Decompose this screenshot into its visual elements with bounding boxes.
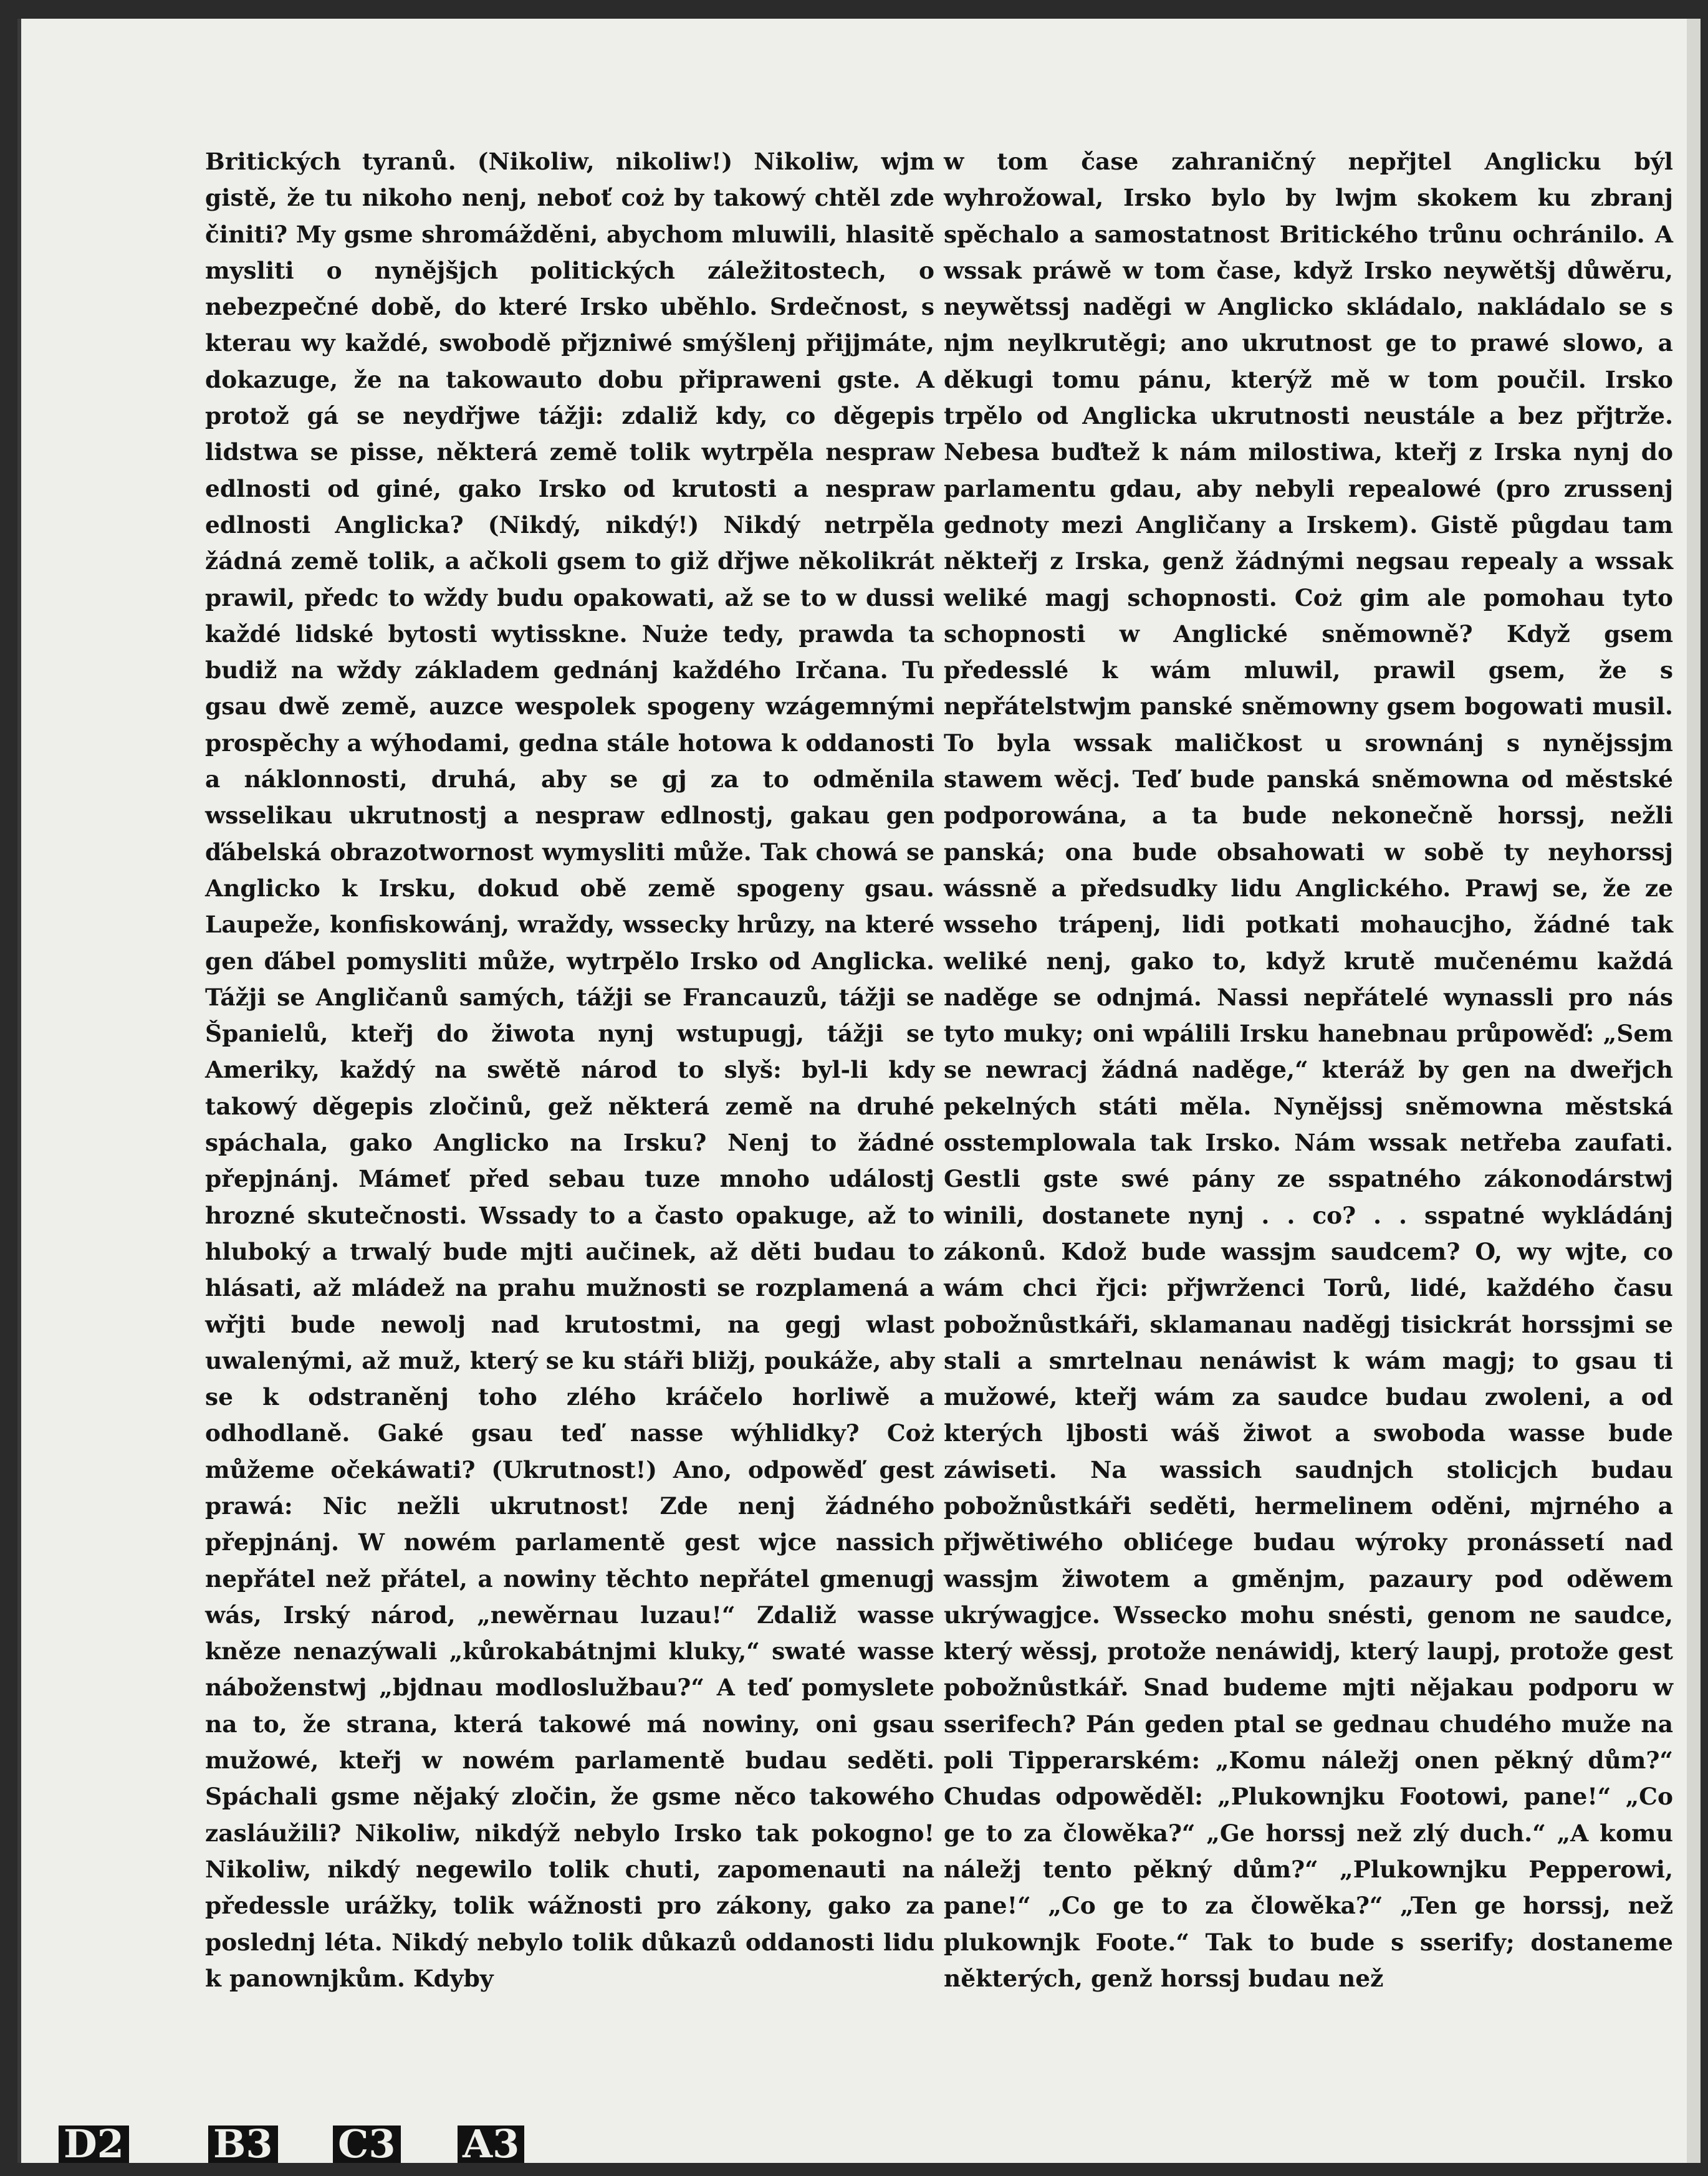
signature-mark: A3 — [458, 2126, 524, 2163]
page-edge — [1687, 19, 1701, 2163]
text-column-right — [944, 143, 1673, 1996]
left-column-text: Britických tyranů. (Nikoliw, nikoliw!) Nikoliw, wjm gistě, že tu nikoho nenj, neboť coż by takowý chtěl zde činiti? My gsme shromážděni, abychom mluwili, hlasitě mysliti o nynějšjch politických záležitostech, o nebezpečné době, do které Irsko uběhlo. Srdečnost, s kterau wy každé, swobodě přjzniwé smýšlenj přijjmáte, dokazuge, že na takowauto dobu připraweni gste. A protož gá se neydřjwe tážji: zdaliž kdy, co děgepis lidstwa se pisse, některá země tolik wytrpěla nespraw edlnosti od giné, gako Irsko od krutosti a nespraw edlnosti Anglicka? (Nikdý, nikdý!) Nikdý netrpěla žádná země tolik, a ačkoli gsem to giž dřjwe několikrát prawil, předc to wždy budu opakowati, až se to w dussi každé lidské bytosti wytisskne. Nuże tedy, prawda ta budiž na wždy základem gednánj každého Irčana. Tu gsau dwě země, auzce wespolek spogeny wzágemnými prospěchy a wýhodami, gedna stále hotowa k oddanosti a náklonnosti, druhá, aby se gj za to odměnila wsselikau ukrutnostj a nespraw edlnostj, gakau gen ďábelská obrazotwornost wymysliti může. Tak chowá se Anglicko k Irsku, dokud obě země spogeny gsau. Laupeže, konfiskowánj, wraždy, wssecky hrůzy, na které gen ďábel pomysliti může, wytrpělo Irsko od Anglicka. Tážji se Angličanů samých, tážji se Francauzů, tážji se Španielů, kteřj do žiwota nynj wstupugj, tážji se Ameriky, každý na swětě národ to slyš: byl-li kdy takowý děgepis zločinů, gež některá země na druhé spáchala, gako Anglicko na Irsku? Nenj to žádné přepjnánj. Mámeť před sebau tuze mnoho událostj hrozné skutečnosti. Wssady to a často opakuge, až to hluboký a trwalý bude mjti aučinek, až děti budau to hlásati, až mládež na prahu mužnosti se rozplamená a wřjti bude newolj nad krutostmi, na gegj wlast uwalenými, až muž, který se ku stáři bližj, poukáže, aby se k odstraněnj toho zlého kráčelo horliwě a odhodlaně. Gaké gsau teď nasse wýhlidky? Coż můžeme očekáwati? (Ukrutnost!) Ano, odpowěď gest prawá: Nic nežli ukrutnost! Zde nenj žádného přepjnánj. W nowém parlamentě gest wjce nassich nepřátel než přátel, a nowiny těchto nepřátel gmenugj wás, Irský národ, „newěrnau luzau!“ Zdaliž wasse kněze nenazýwali „kůrokabátnjmi kluky,“ swaté wasse náboženstwj „bjdnau modloslužbau?“ A teď pomyslete na to, že strana, která takowé má nowiny, oni gsau mužowé, kteřj w nowém parlamentě budau seděti. Spáchali gsme nějaký zločin, že gsme něco takowého zasláužili? Nikoliw, nikdýž nebylo Irsko tak pokogno! Nikoliw, nikdý negewilo tolik chuti, zapomenauti na předessle urážky, tolik wážnosti pro zákony, gako za poslednj léta. Nikdý nebylo tolik důkazů oddanosti lidu k panownjkům. Kdyby — [205, 148, 934, 1992]
signature-marks — [59, 2121, 620, 2167]
text-column-left — [205, 143, 934, 1996]
signature-mark: B3 — [208, 2126, 278, 2163]
signature-mark: C3 — [333, 2126, 401, 2163]
right-column-text: w tom čase zahraničný nepřjtel Anglicku býl wyhrožowal, Irsko bylo by lwjm skokem ku zbranj spěchalo a samostatnost Britického trůnu ochránilo. A wssak práwě w tom čase, když Irsko neywětšj důwěru, neywětssj naděgi w Anglicko skládalo, nakládalo se s njm neylkrutěgi; ano ukrutnost ge to prawé slowo, a děkugi tomu pánu, kterýž mě w tom poučil. Irsko trpělo od Anglicka ukrutnosti neustále a bez přjtrže. Nebesa buďtež k nám milostiwa, kteřj z Irska nynj do parlamentu gdau, aby nebyli repealowé (pro zrussenj gednoty mezi Angličany a Irskem). Gistě půgdau tam někteřj z Irska, genž žádnými negsau repealy a wssak weliké magj schopnosti. Coż gim ale pomohau tyto schopnosti w Anglické sněmowně? Když gsem předesslé k wám mluwil, prawil gsem, že s nepřátelstwjm panské sněmowny gsem bogowati musil. To byla wssak maličkost u srownánj s nynějssjm stawem wěcj. Teď bude panská sněmowna od městské podporowána, a ta bude nekonečně horssj, nežli panská; ona bude obsahowati w sobě ty neyhorssj wássně a předsudky lidu Anglického. Prawj se, že ze wsseho trápenj, lidi potkati mohaucjho, žádné tak weliké nenj, gako to, když krutě mučenému každá naděge se odnjmá. Nassi nepřátelé wynassli pro nás tyto muky; oni wpálili Irsku hanebnau průpowěď: „Sem se newracj žádná naděge,“ kteráž by gen na dweřjch pekelných státi měla. Nynějssj sněmowna městská osstemplowala tak Irsko. Nám wssak netřeba zaufati. Gestli gste swé pány ze sspatného zákonodárstwj winili, dostanete nynj . . co? . . sspatné wykládánj zákonů. Kdož bude wassjm saudcem? O, wy wjte, co wám chci řjci: přjwrženci Torů, lidé, každého času pobožnůstkáři, sklamanau naděgj tisickrát horssjmi se stali a smrtelnau nenáwist k wám magj; to gsau ti mužowé, kteřj wám za saudce budau zwoleni, a od kterých ljbosti wáš žiwot a swoboda wasse bude záwiseti. Na wassich saudnjch stolicjch budau pobožnůstkáři seděti, hermelinem oděni, mjrného a přjwětiwého oblićege budau wýroky pronássetí nad wassjm žiwotem a gměnjm, pazaury pod oděwem ukrýwagjce. Wssecko mohu snésti, genom ne saudce, který wěssj, protože nenáwidj, který laupj, protože gest pobožnůstkář. Snad budeme mjti nějakau podporu w sserifech? Pán geden ptal se gednau chudého muže na poli Tipperarském: „Komu náležj onen pěkný dům?“ Chudas odpowěděl: „Plukownjku Footowi, pane!“ „Co ge to za člowěka?“ „Ge horssj než zlý duch.“ „A komu náležj tento pěkný dům?“ „Plukownjku Pepperowi, pane!“ „Co ge to za člowěka?“ „Ten ge horssj, než plukownjk Foote.“ Tak to bude s sserify; dostaneme některých, genž horssj budau než — [944, 148, 1673, 1992]
newspaper-page — [17, 19, 1701, 2167]
signature-mark: D2 — [59, 2126, 129, 2163]
